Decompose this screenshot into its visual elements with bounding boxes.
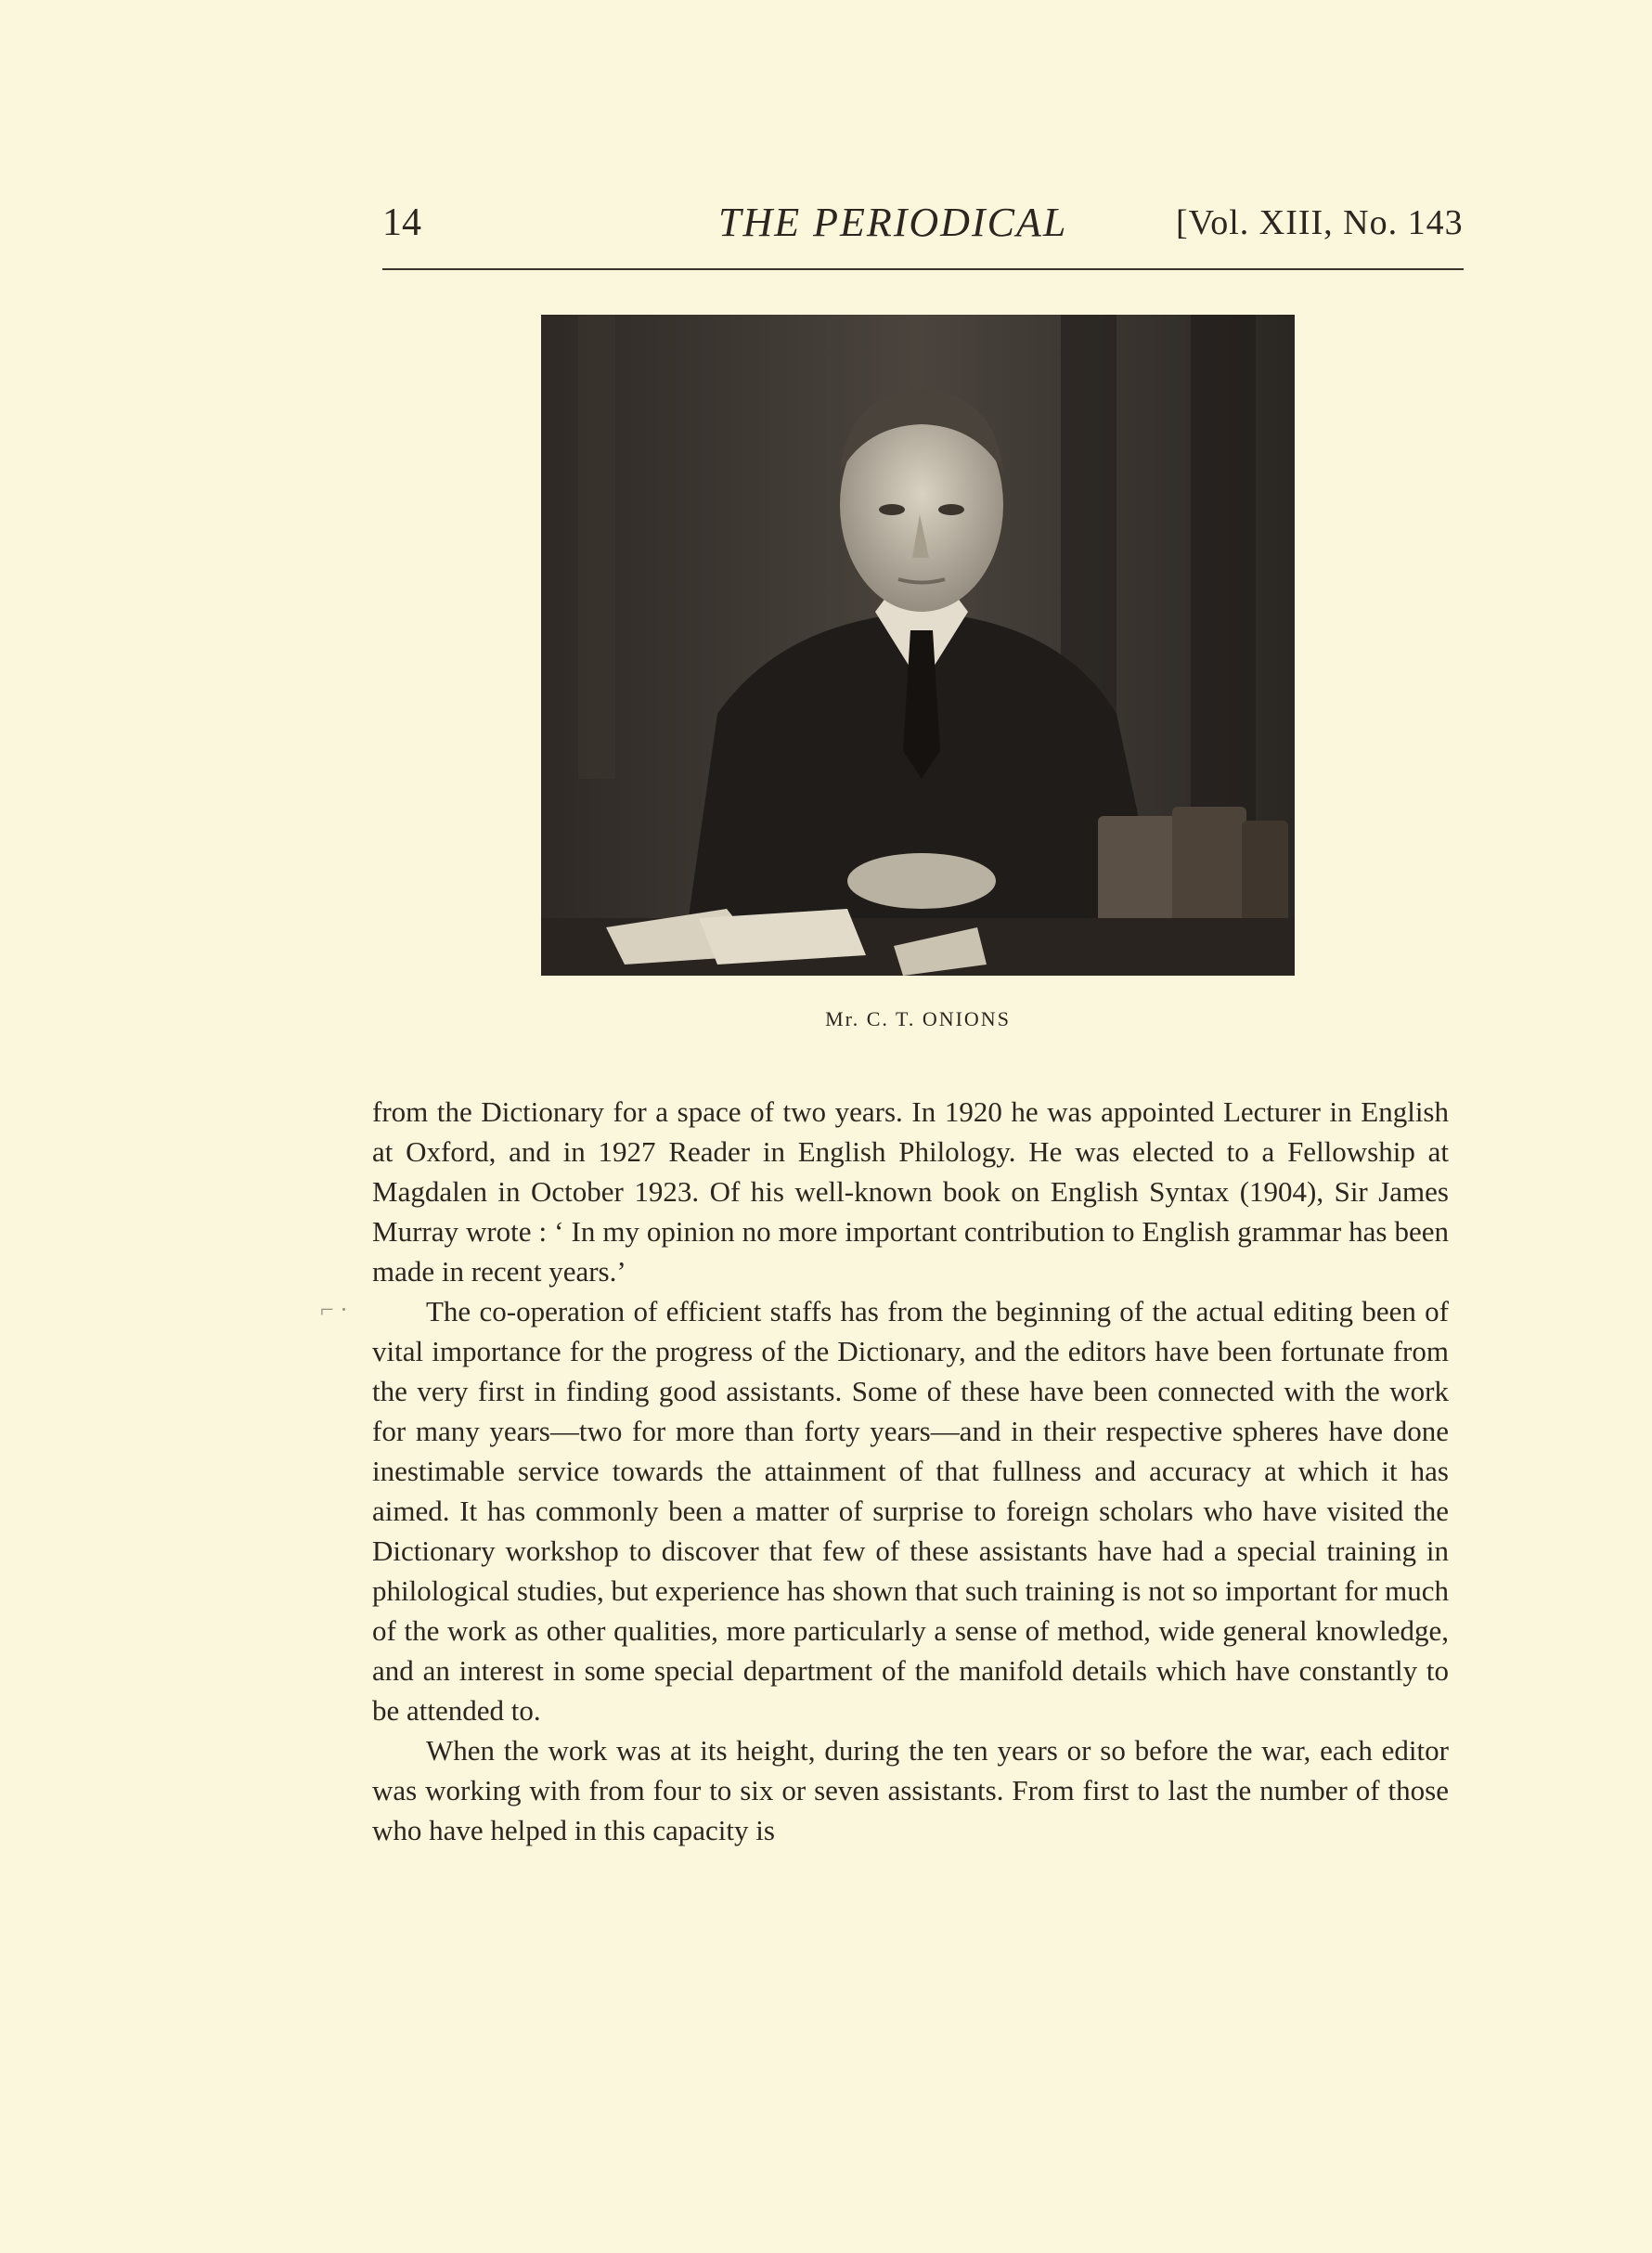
paragraph: The co-operation of efficient staffs has from the beginning of the actual editing been of vital importance for the progress of the Dictionary, and the editors have been fortunate from the very first in finding good assistants. Some of these have been connected with the work for many years—two for more than forty years—and in their respective spheres have done inestimable service towards the attainment of that fullness and accuracy at which it has aimed. It has commonly been a matter of surprise to foreign scholars who have visited the Dictionary workshop to discover that few of these assistants have had a special training in philological studies, but experience has shown that such training is not so important for much of the work as other qualities, more particularly a sense of method, wide general knowledge, and an interest in some special department of the manifold details which have constantly to be attended to.	[372, 1295, 1449, 1727]
periodical-title: THE PERIODICAL	[718, 200, 1068, 245]
paragraph: from the Dictionary for a space of two years. In 1920 he was appointed Lecturer in English at Oxford, and in 1927 Reader in English Philology. He was elected to a Fellowship at Magdalen in October 1923. Of his well-known book on English Syntax (1904), Sir James Murray wrote : ‘ In my opinion no more important contribution to English grammar has been made in recent years.’	[372, 1095, 1449, 1288]
portrait-illustration	[541, 315, 1295, 976]
article-body	[372, 1092, 1449, 1850]
margin-mark: ⌐ ·	[320, 1296, 348, 1323]
portrait-photograph	[541, 315, 1295, 976]
paragraph: When the work was at its height, during the ten years or so before the war, each editor was working with from four to six or seven assistants. From first to last the number of those who have helped in this capacity is	[372, 1734, 1449, 1846]
photo-caption: Mr. C. T. ONIONS	[825, 1007, 1011, 1030]
page-number: 14	[382, 201, 421, 244]
volume-number: [Vol. XIII, No. 143	[1176, 203, 1464, 242]
running-header	[382, 191, 1464, 256]
header-rule	[382, 268, 1464, 270]
